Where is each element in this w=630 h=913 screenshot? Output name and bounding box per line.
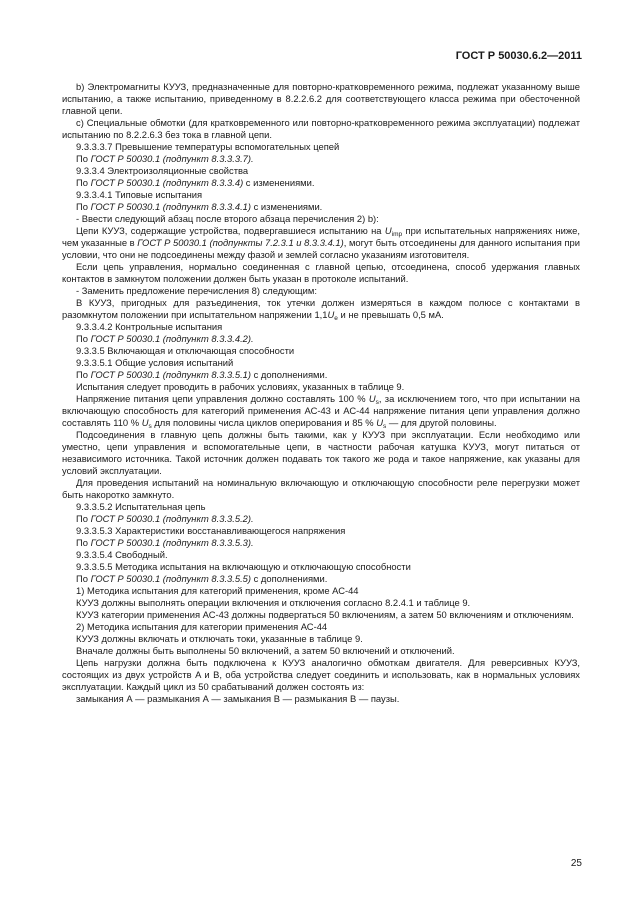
paragraph: Цепь нагрузки должна быть подключена к КУУЗ аналогично обмоткам двигателя. Для реверсивных КУУЗ, состоящих из двух устройств A и B, оба устройства следует соединить и использовать, как в нормальных условиях эксплуатации. Каждый цикл из 50 срабатываний должен состоять из: — [62, 657, 580, 692]
page-number: 25 — [570, 858, 582, 869]
paragraph: 9.3.3.4.2 Контрольные испытания — [76, 321, 223, 332]
paragraph: Цепи КУУЗ, содержащие устройства, подвергавшиеся испытанию на $U_{imp}$ при испытательных напряжениях ниже, чем указанные в ГОСТ Р 50030.1 (подпункты 7.2.3.1 и 8.3.3.4.1), могут быть отсоединены для данного испытания при условии, что они не подсоединены между фазой и землей согласно указаниям изготовителя. — [62, 225, 581, 260]
document-body — [62, 81, 580, 705]
page-header: ГОСТ Р 50030.6.2—2011 — [455, 50, 582, 62]
paragraph: Подсоединения в главную цепь должны быть такими, как у КУУЗ при эксплуатации. Если необходимо или уместно, цепи управления и вспомогательные цепи, в частности рабочая катушка КУУЗ, могут питаться от независимого источника. Такой источник должен подавать ток такого же рода и такое напряжение, как указаны для условий эксплуатации. — [62, 429, 580, 476]
paragraph: По ГОСТ Р 50030.1 (подпункт 8.3.3.5.3). — [76, 537, 254, 548]
paragraph: b) Электромагниты КУУЗ, предназначенные для повторно-кратковременного режима, подлежат указанному выше испытанию, а также испытанию, приведенному в 8.2.2.6.2 для соответствующего класса режима при обесточенной главной цепи. — [62, 81, 580, 116]
paragraph: 9.3.3.5 Включающая и отключающая способности — [76, 345, 295, 356]
paragraph: КУУЗ должны включать и отключать токи, указанные в таблице 9. — [76, 633, 363, 644]
paragraph: 9.3.3.5.1 Общие условия испытаний — [76, 357, 234, 368]
paragraph: По ГОСТ Р 50030.1 (подпункт 8.3.3.5.5) с дополнениями. — [76, 573, 328, 584]
paragraph: Если цепь управления, нормально соединенная с главной цепью, отсоединена, способ удержания главных контактов в замкнутом положении должен быть указан в протоколе испытаний. — [62, 261, 580, 284]
paragraph: 9.3.3.3.7 Превышение температуры вспомогательных цепей — [76, 141, 340, 152]
paragraph: По ГОСТ Р 50030.1 (подпункт 8.3.3.4.1) с изменениями. — [76, 201, 323, 212]
paragraph: - Заменить предложение перечисления 8) следующим: — [76, 285, 317, 296]
paragraph: Вначале должны быть выполнены 50 включений, а затем 50 включений и отключений. — [76, 645, 455, 656]
paragraph: 9.3.3.5.3 Характеристики восстанавливающегося напряжения — [76, 525, 346, 536]
paragraph: 9.3.3.5.2 Испытательная цепь — [76, 501, 206, 512]
paragraph: В КУУЗ, пригодных для разъединения, ток утечки должен измеряться в каждом полюсе с контактами в разомкнутом положении при испытательном напряжении $1,1U_e$ и не превышать 0,5 мА. — [62, 297, 580, 322]
paragraph: 9.3.3.5.4 Свободный. — [76, 549, 168, 560]
paragraph: По ГОСТ Р 50030.1 (подпункт 8.3.3.3.7). — [76, 153, 254, 164]
paragraph: По ГОСТ Р 50030.1 (подпункт 8.3.3.5.2). — [76, 513, 254, 524]
paragraph: По ГОСТ Р 50030.1 (подпункт 8.3.3.5.1) с дополнениями. — [76, 369, 328, 380]
paragraph: c) Специальные обмотки (для кратковременного или повторно-кратковременного режима эксплуатации) подлежат испытанию по 8.2.2.6.3 без тока в главной цепи. — [62, 117, 580, 140]
paragraph: По ГОСТ Р 50030.1 (подпункт 8.3.3.4) с изменениями. — [76, 177, 315, 188]
paragraph: замыкания А — размыкания А — замыкания В — размыкания В — паузы. — [76, 693, 400, 704]
paragraph: 1) Методика испытания для категорий применения, кроме АС-44 — [76, 585, 359, 596]
paragraph: 9.3.3.4.1 Типовые испытания — [76, 189, 203, 200]
paragraph: - Ввести следующий абзац после второго абзаца перечисления 2) b): — [76, 213, 379, 224]
paragraph: Для проведения испытаний на номинальную включающую и отключающую способности реле перегрузки может быть накоротко замкнуто. — [62, 477, 580, 500]
paragraph: По ГОСТ Р 50030.1 (подпункт 8.3.3.4.2). — [76, 333, 254, 344]
paragraph: 9.3.3.4 Электроизоляционные свойства — [76, 165, 249, 176]
paragraph: Испытания следует проводить в рабочих условиях, указанных в таблице 9. — [76, 381, 405, 392]
paragraph: КУУЗ категории применения АС-43 должны подвергаться 50 включениям, а затем 50 включениям и отключениям. — [76, 609, 574, 620]
paragraph: 2) Методика испытания для категории применения АС-44 — [76, 621, 328, 632]
paragraph: 9.3.3.5.5 Методика испытания на включающую и отключающую способности — [76, 561, 411, 572]
paragraph: Напряжение питания цепи управления должно составлять 100 % $U_s$, за исключением того, что при испытании на включающую способность для категорий применения АС-43 и АС-44 напряжение питания цепи управления должно составлять 110 % $U_s$ для половины числа циклов оперирования и 85 % $U_s$ — для другой половины. — [62, 393, 580, 430]
paragraph: КУУЗ должны выполнять операции включения и отключения согласно 8.2.4.1 и таблице 9. — [76, 597, 471, 608]
